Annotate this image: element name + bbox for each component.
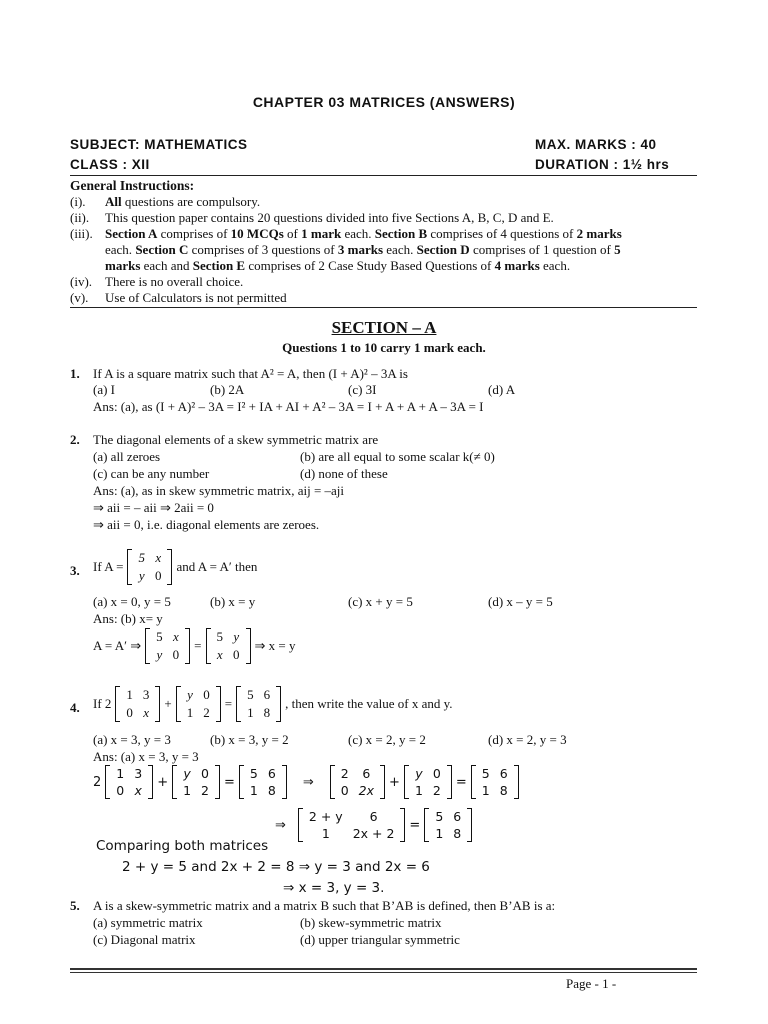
q2-answer-step3: ⇒ aii = 0, i.e. diagonal elements are zeroes. (93, 517, 320, 532)
q4-answer: Ans: (a) x = 3, y = 3 (93, 749, 199, 764)
q4-w-matrix-3: 5 6 1 8 (239, 765, 287, 799)
section-subtitle: Questions 1 to 10 carry 1 mark each. (282, 340, 486, 355)
instruction-i: (i). All questions are compulsory. (70, 194, 261, 209)
q4-working-line2: ⇒ 2 + y 6 1 2x + 2 = 5 6 1 8 (275, 808, 472, 842)
q3-number: 3. (70, 563, 80, 578)
q2-answer-step2: ⇒ aii = – aii ⇒ 2aii = 0 (93, 500, 214, 515)
instructions-rule (70, 307, 697, 308)
q5-option-c: (c) Diagonal matrix (93, 932, 196, 947)
q3-working-matrix-1: 5 x y 0 (145, 628, 190, 664)
q4-matrix-3: 5 6 1 8 (236, 686, 281, 722)
q4-compare-line1: 2 + y = 5 and 2x + 2 = 8 ⇒ y = 3 and 2x = 6 (122, 859, 430, 875)
q4-compare-line2: ⇒ x = 3, y = 3. (283, 880, 385, 896)
q3-working: A = A′ ⇒ 5 x y 0 = 5 y x 0 ⇒ x = y (93, 629, 296, 662)
page-number: Page - 1 - (566, 976, 617, 991)
instruction-v: (v). Use of Calculators is not permitted (70, 290, 287, 305)
q4-w-matrix-4: 2 6 0 2x (330, 765, 385, 799)
footer-rule-thick (70, 968, 697, 970)
q4-w-matrix-2: y 0 1 2 (172, 765, 220, 799)
q1-option-c: (c) 3I (348, 382, 377, 397)
q3-question (93, 549, 257, 585)
max-marks-label: MAX. MARKS : 40 (535, 137, 657, 152)
duration-label: DURATION : 1½ hrs (535, 157, 670, 172)
instruction-iii: (iii). Section A comprises of 10 MCQs of 1 mark each. Section B comprises of 4 questions of 2 marks (70, 226, 622, 241)
q4-question: If 2 1 3 0 x + y 0 1 2 = 5 6 1 8 , then write the value of x and y. (93, 687, 453, 720)
q5-option-d: (d) upper triangular symmetric (300, 932, 460, 947)
q3-option-d: (d) x – y = 5 (488, 594, 553, 609)
q2-text: The diagonal elements of a skew symmetric matrix are (93, 432, 379, 447)
q4-option-a: (a) x = 3, y = 3 (93, 732, 171, 747)
q2-option-b: (b) are all equal to some scalar k(≠ 0) (300, 449, 495, 464)
instruction-iv: (iv). There is no overall choice. (70, 274, 244, 289)
q5-number: 5. (70, 898, 80, 913)
q4-w-matrix-7: 2 + y 6 1 2x + 2 (298, 808, 406, 842)
q4-compare-label: Comparing both matrices (96, 838, 269, 854)
page-title: CHAPTER 03 MATRICES (ANSWERS) (252, 94, 516, 110)
instruction-iii-cont2: marks each and Section E comprises of 2 Case Study Based Questions of 4 marks each. (105, 258, 571, 273)
q5-text: A is a skew-symmetric matrix and a matrix B such that B’AB is defined, then B’AB is a: (93, 898, 556, 913)
q2-option-c: (c) can be any number (93, 466, 210, 481)
header-rule (70, 175, 697, 176)
q4-option-c: (c) x = 2, y = 2 (348, 732, 426, 747)
q3-option-a: (a) x = 0, y = 5 (93, 594, 171, 609)
instruction-ii: (ii). This question paper contains 20 questions divided into five Sections A, B, C, D and E. (70, 210, 554, 225)
q4-option-d: (d) x = 2, y = 3 (488, 732, 567, 747)
q4-w-matrix-6: 5 6 1 8 (471, 765, 519, 799)
q4-working-line1: 2 1 3 0 x + y 0 1 2 = 5 6 1 8 ⇒ 2 6 0 2x + y 0 1 2 = 5 6 1 8 (93, 765, 519, 799)
q1-option-b: (b) 2A (210, 382, 245, 397)
instruction-iii-cont1: each. Section C comprises of 3 questions of 3 marks each. Section D comprises of 1 question of 5 (105, 242, 621, 257)
q4-number: 4. (70, 700, 80, 715)
q4-matrix-1: 1 3 0 x (115, 686, 160, 722)
q1-answer: Ans: (a), as (I + A)² – 3A = I² + IA + AI + A² – 3A = I + A + A + A – 3A = I (93, 399, 484, 414)
q4-w-matrix-8: 5 6 1 8 (424, 808, 472, 842)
class-label: CLASS : XII (70, 157, 150, 172)
q5-option-a: (a) symmetric matrix (93, 915, 203, 930)
q4-matrix-2: y 0 1 2 (176, 686, 221, 722)
q3-option-b: (b) x = y (210, 594, 256, 609)
q1-number: 1. (70, 366, 80, 381)
q2-answer: Ans: (a), as in skew symmetric matrix, aij = –aji (93, 483, 345, 498)
q3-prefix: If A = (93, 559, 124, 574)
q3-matrix: 5 x y 0 (127, 549, 172, 585)
q2-number: 2. (70, 432, 80, 447)
subject-label: SUBJECT: MATHEMATICS (70, 137, 248, 152)
q4-option-b: (b) x = 3, y = 2 (210, 732, 289, 747)
instructions-heading: General Instructions: (70, 178, 195, 193)
q2-option-d: (d) none of these (300, 466, 388, 481)
footer-rule-thin (70, 972, 697, 973)
q1-option-a: (a) I (93, 382, 116, 397)
q3-answer: Ans: (b) x= y (93, 611, 163, 626)
q5-option-b: (b) skew-symmetric matrix (300, 915, 442, 930)
q2-option-a: (a) all zeroes (93, 449, 161, 464)
q1-option-d: (d) A (488, 382, 516, 397)
q4-w-matrix-5: y 0 1 2 (404, 765, 452, 799)
q3-option-c: (c) x + y = 5 (348, 594, 413, 609)
section-title: SECTION – A (331, 318, 437, 337)
q4-w-matrix-1: 1 3 0 x (105, 765, 153, 799)
q3-working-matrix-2: 5 y x 0 (206, 628, 251, 664)
q3-suffix: and A = A′ then (176, 559, 258, 574)
q1-text: If A is a square matrix such that A² = A, then (I + A)² – 3A is (93, 366, 408, 381)
